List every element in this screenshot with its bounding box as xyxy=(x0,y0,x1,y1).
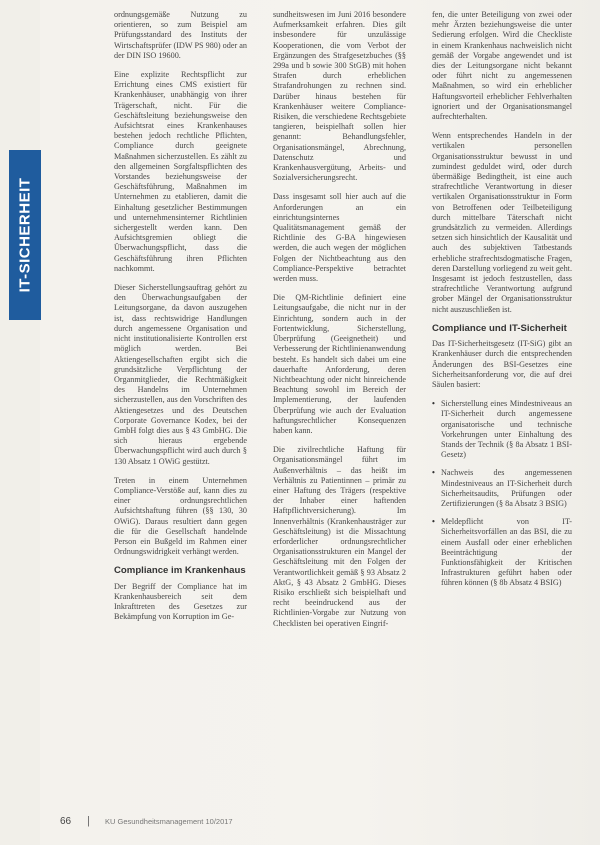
bullet-list xyxy=(432,399,572,588)
list-item: • Sicherstellung eines Mindestniveaus an IT-Sicherheit durch angemessene organisatorische und technische Vorkehrungen unter Einhaltung des Stands der Technik (§ 8a Absatz 1 BSI-Gesetz) xyxy=(432,399,572,460)
text-column-2 xyxy=(273,10,406,638)
paragraph: Die QM-Richtlinie definiert eine Leitungsaufgabe, die nicht nur in der Einrichtung, sondern auch in der Fortentwicklung, Sicherstellung, Überprüfung (Geeignetheit) und Verbesserung der Richtlinienanwendung besteht. Es handelt sich dabei um eine dauerhafte Anforderung, deren Nichtbeachtung oder nicht hinreichende Beachtung sowohl im Bereich der Implementierung, der laufenden Überprüfung wie auch der Evaluation haftungsrechtlicher Konsequenzen haben kann. xyxy=(273,293,406,435)
paragraph: ordnungsgemäße Nutzung zu orientieren, so zum Beispiel am Prüfungsstandard des Instituts der Wirtschaftsprüfer (IDW PS 980) oder an der DIN ISO 19600. xyxy=(114,10,247,60)
section-heading: Compliance und IT-Sicherheit xyxy=(432,322,567,334)
paragraph: fen, die unter Beteiligung von zwei oder mehr Ärzten beziehungsweise die unter Sedierung erfolgen. Wird die Checkliste in einem Krankenhaus nachweislich nicht gemäß der Vorgabe angewendet und ist dies der Leitungsorgane nicht bekannt oder führt nicht zu angemessenen Maßnahmen, so wird ein erheblicher Haftungsvorteil erheblicher Fehlverhalten ignoriert und der Organisationsmangel aufrechterhalten. xyxy=(432,10,572,122)
list-item: • Nachweis des angemessenen Mindestniveaus an IT-Sicherheit durch Sicherheitsaudits, Prüfungen oder Zertifizierungen (§ 8a Absatz 3 BSIG) xyxy=(432,468,572,509)
paragraph: sundheitswesen im Juni 2016 besondere Aufmerksamkeit erfahren. Dies gilt insbesondere für unzulässige Kooperationen, die vom Verbot der Ergänzungen des Strafgesetzbuches (§§ 299a und b sowie 300 StGB) mit hohen Strafen durch erheblichen Strafandrohungen zu rechnen sind. Darüber hinaus bestehen für Krankenhäuser weitere Compliance-Risiken, die verschiedene Rechtsgebiete tangieren, beispielhaft sollen hier genannt: Behandlungsfehler, Organisationsmängel, Abrechnung, Datenschutz und Krankenhausvergütung, Arbeits- und Sozialversicherungsrecht. xyxy=(273,10,406,183)
footer-separator: | xyxy=(87,815,90,827)
paragraph: Die zivilrechtliche Haftung für Organisationsmängel führt im Außenverhältnis – das heißt im Verhältnis zu Patientinnen – primär zu einer Haftung des Trägers (respektive der Inhaber einer haftenden Haftpflichtversicherung). Im Innenverhältnis (Krankenhausträger zur Geschäftsleitung) ist die Missachtung erforderlicher ordnungsrechtlicher Organisationsstrukturen ein Mangel der Geschäftsleitung mit den Folgen der Verantwortlichkeit gemäß § 93 Absatz 2 AktG, § 43 Absatz 2 GmbHG. Dieses Risiko erschließt sich beispielhaft und recht beeindruckend aus der Richtlinien-Vorgabe zur Nutzung von Checklisten bei operativen Eingrif- xyxy=(273,445,406,628)
paragraph: Dieser Sicherstellungsauftrag gehört zu den Überwachungsaufgaben der Leitungsorgane, da davon auszugehen ist, dass rechtswidrige Handlungen durch angemessene Organisation und nicht institutionalisierte Kontrollen erst möglich werden. Bei Aktiengesellschaften ergibt sich die grundsätzliche Verpflichtung der Organmitglieder, die Rechtmäßigkeit des Handelns im Unternehmen sicherzustellen, aus den Vorschriften des Aktiengesetzes und des Deutschen Corporate Governance Kodex, bei der GmbH folgt dies aus § 43 GmbHG. Die sich hieraus ergebende Überwachungspflicht wird auch durch § 130 Absatz 1 OWiG gestützt. xyxy=(114,283,247,466)
paragraph: Dass insgesamt soll hier auch auf die Anforderungen an ein einrichtungsinternes Qualitätsmanagement gemäß der Richtlinie des G-BA hingewiesen werden, die auch wegen der möglichen Folgen der Nichtbeachtung aus den Compliance-Perspektive betrachtet werden muss. xyxy=(273,192,406,284)
section-label: IT-SICHERHEIT xyxy=(16,177,34,293)
text-column-3 xyxy=(432,10,572,597)
paragraph: Der Begriff der Compliance hat im Krankenhausbereich seit dem Inkrafttreten des Gesetzes zur Bekämpfung von Korruption im Ge- xyxy=(114,581,247,622)
section-heading: Compliance im Krankenhaus xyxy=(114,565,246,577)
text-column-1 xyxy=(114,10,247,631)
paragraph: Eine explizite Rechtspflicht zur Errichtung eines CMS existiert für Krankenhäuser, unabhängig von ihrer Trägerschaft, nicht. Für die Geschäftsleitung beziehungsweise den Aufsichtsrat eines Krankenhauses bestehen jedoch rechtliche Pflichten, Compliance durch geeignete Maßnahmen sicherzustellen. Es zählt zu den allgemeinen Sorgfaltspflichten des Vorstandes beziehungsweise der Geschäftsführung, Maßnahmen im Unternehmen zu etablieren, damit die Einhaltung gesetzlicher Bestimmungen und unternehmensinterner Richtlinien sichergestellt werden kann. Den Aufsichtsgremien obliegt die Überwachungspflicht, dass die Geschäftsführung ihren Pflichten nachkommt. xyxy=(114,70,247,273)
paragraph: Wenn entsprechendes Handeln in der vertikalen personellen Organisationsstruktur bewusst in und zumindest geduldet wird, oder durch übermäßige Bedingtheit, ist eine auch strafrechtliche Verantwortung in dieser vertikalen Organisationsstruktur in Form von Betroffenen oder Teilbeteiligung durch mittelbare Täterschaft nicht grundsätzlich zu vermeiden. Allerdings setzen sich hinsichtlich der Kausalität und auch des subjektiven Tatbestands erhebliche strafrechtsdogmatische Fragen, deren Darstellung vorliegend zu weit geht. Insgesamt ist jedoch festzustellen, dass strafrechtliche Verantwortung aufgrund grober Mängel der Organisationsstruktur nicht auszuschließen ist. xyxy=(432,131,572,314)
list-item: • Meldepflicht von IT-Sicherheitsvorfällen an das BSI, die zu einem Ausfall oder einer erheblichen Beeinträchtigung der Funktionsfähigkeit der Kritischen Infrastrukturen geführt haben oder führen können (§ 8b Absatz 4 BSIG) xyxy=(432,517,572,588)
paragraph: Das IT-Sicherheitsgesetz (IT-SiG) gibt an Krankenhäuser durch die entsprechenden Änderungen des BSI-Gesetzes eine Sicherheitsanforderung vor, die auf drei Säulen basiert: xyxy=(432,339,572,389)
paragraph: Treten in einem Unternehmen Compliance-Verstöße auf, kann dies zu einer ordnungsrechtlichen Aufsichtshaftung führen (§§ 130, 30 OWiG). Daraus resultiert dann gegen die für die Gesellschaft handelnde Person ein Bußgeld im Rahmen einer Ordnungswidrigkeit verhängt werden. xyxy=(114,475,247,557)
page-footer xyxy=(60,816,560,830)
left-margin xyxy=(0,0,40,845)
publication-name: KU Gesundheitsmanagement 10/2017 xyxy=(105,817,233,826)
page-number: 66 xyxy=(60,816,72,827)
section-tab xyxy=(9,150,41,320)
